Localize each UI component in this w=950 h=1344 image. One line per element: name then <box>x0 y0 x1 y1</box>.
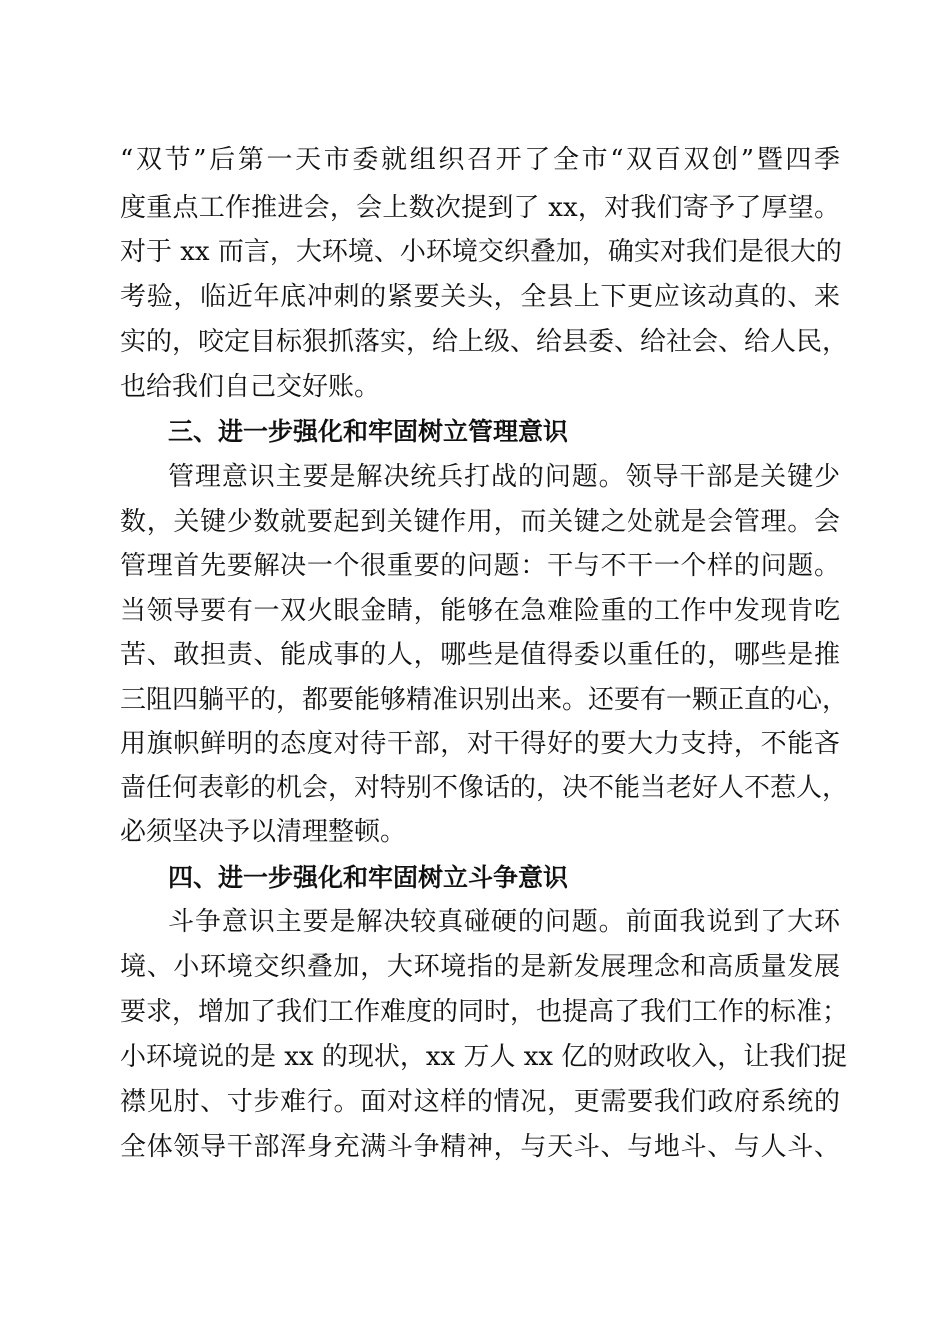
paragraph-line: 也给我们自己交好账。 <box>120 372 381 402</box>
paragraph-line: 小环境说的是 xx 的现状，xx 万人 xx 亿的财政收入，让我们捉 <box>120 1042 848 1072</box>
paragraph-line: 全体领导干部浑身充满斗争精神，与天斗、与地斗、与人斗、 <box>120 1132 840 1162</box>
paragraph-line: 三阻四躺平的，都要能够精准识别出来。还要有一颗正直的心， <box>120 685 849 715</box>
paragraph-line: 对于 xx 而言，大环境、小环境交织叠加，确实对我们是很大的 <box>120 237 842 267</box>
paragraph-line: “双节”后第一天市委就组织召开了全市“双百双创”暨四季 <box>120 145 840 175</box>
section-heading: 三、进一步强化和牢固树立管理意识 <box>168 417 569 446</box>
paragraph-line: 当领导要有一双火眼金睛，能够在急难险重的工作中发现肯吃 <box>120 596 840 626</box>
paragraph-line: 用旗帜鲜明的态度对待干部，对干得好的要大力支持，不能吝 <box>120 729 840 759</box>
paragraph-line: 襟见肘、寸步难行。面对这样的情况，更需要我们政府系统的 <box>120 1087 840 1117</box>
section-heading: 四、进一步强化和牢固树立斗争意识 <box>168 863 569 892</box>
paragraph-line: 考验，临近年底冲刺的紧要关头，全县上下更应该动真的、来 <box>120 282 840 312</box>
paragraph-line: 管理意识主要是解决统兵打战的问题。领导干部是关键少 <box>168 462 840 492</box>
paragraph-line: 实的，咬定目标狠抓落实，给上级、给县委、给社会、给人民， <box>120 327 849 357</box>
paragraph-line: 苦、敢担责、能成事的人，哪些是值得委以重任的，哪些是推 <box>120 640 840 670</box>
paragraph-line: 境、小环境交织叠加，大环境指的是新发展理念和高质量发展 <box>120 952 840 982</box>
paragraph-line: 度重点工作推进会，会上数次提到了 xx，对我们寄予了厚望。 <box>120 193 840 223</box>
paragraph-line: 啬任何表彰的机会，对特别不像话的，决不能当老好人不惹人， <box>120 773 849 803</box>
paragraph-line: 必须坚决予以清理整顿。 <box>120 817 407 847</box>
paragraph-line: 斗争意识主要是解决较真碰硬的问题。前面我说到了大环 <box>168 907 840 937</box>
paragraph-line: 管理首先要解决一个很重要的问题：干与不干一个样的问题。 <box>120 551 840 581</box>
paragraph-line: 要求，增加了我们工作难度的同时，也提高了我们工作的标准； <box>120 997 849 1027</box>
paragraph-line: 数，关键少数就要起到关键作用，而关键之处就是会管理。会 <box>120 507 840 537</box>
